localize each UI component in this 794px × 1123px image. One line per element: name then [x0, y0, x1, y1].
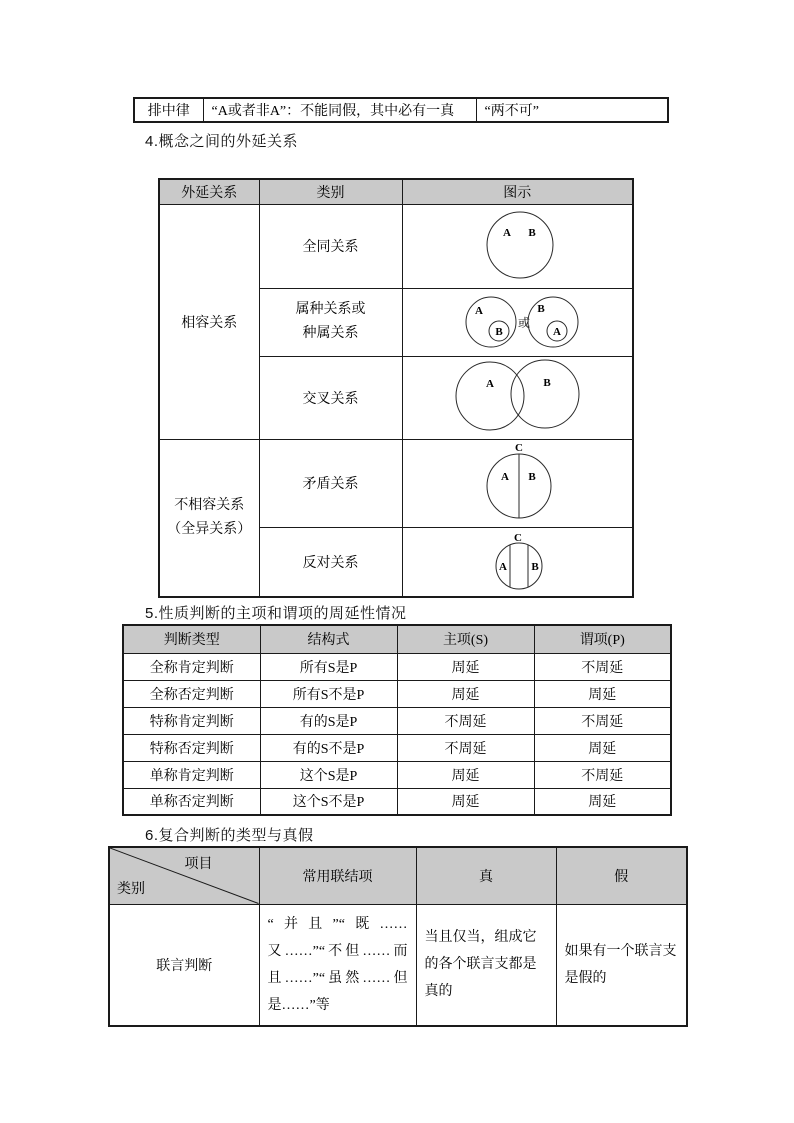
- subject-cell: 周延: [397, 788, 534, 815]
- judgment-name-cell: 联言判断: [109, 904, 259, 1026]
- judgment-type-cell: 全称否定判断: [123, 680, 260, 707]
- table-row: [123, 653, 671, 680]
- identity-circle: [487, 212, 553, 278]
- section-6-heading: 6.复合判断的类型与真假: [145, 827, 314, 844]
- subject-cell: 不周延: [397, 707, 534, 734]
- subject-cell: 周延: [397, 653, 534, 680]
- label-b: B: [527, 471, 536, 483]
- predicate-cell: 不周延: [534, 653, 671, 680]
- col-header-judgment-type: 判断类型: [123, 625, 260, 653]
- label-b: B: [527, 227, 536, 239]
- false-condition-cell: 如果有一个联言支是假的: [556, 904, 687, 1026]
- extension-relations-table: [158, 178, 634, 598]
- subject-cell: 周延: [397, 761, 534, 788]
- label-b: B: [530, 560, 539, 573]
- connectives-cell: “并且”“既……又……”“不但……而且……”“虽然……但是……”等: [259, 904, 416, 1026]
- contradictory-diagram: [403, 440, 632, 526]
- col-header-diagram: 图示: [402, 179, 633, 204]
- predicate-cell: 周延: [534, 680, 671, 707]
- diagram-contradictory-cell: [402, 439, 633, 527]
- compound-judgment-table: [108, 846, 688, 1027]
- table-row: [123, 734, 671, 761]
- distribution-table: [122, 624, 672, 816]
- law-description-cell: “A或者非A”：不能同假，其中必有一真: [203, 98, 476, 122]
- diagram-cross-cell: [402, 356, 633, 439]
- cross-relation-diagram: [403, 357, 632, 438]
- outer-circle-a: [466, 297, 516, 347]
- diagram-identity-cell: [402, 204, 633, 288]
- group-incompatible-cell: [159, 439, 259, 597]
- predicate-cell: 不周延: [534, 707, 671, 734]
- col-header-category: 类别: [259, 179, 402, 204]
- table-row: [123, 680, 671, 707]
- category-contradictory-cell: 矛盾关系: [259, 439, 402, 527]
- predicate-cell: 周延: [534, 734, 671, 761]
- judgment-type-cell: 单称肯定判断: [123, 761, 260, 788]
- label-b2: B: [536, 303, 545, 315]
- judgment-type-cell: 全称肯定判断: [123, 653, 260, 680]
- genus-species-diagram: [403, 289, 632, 355]
- structure-cell: 所有S是P: [260, 653, 397, 680]
- subject-cell: 不周延: [397, 734, 534, 761]
- table-row: [109, 904, 687, 1026]
- corner-label-category: 类别: [117, 881, 145, 897]
- col-header-subject: 主项(S): [397, 625, 534, 653]
- category-cross-cell: 交叉关系: [259, 356, 402, 439]
- label-a2: A: [552, 326, 561, 338]
- table-row: [123, 788, 671, 815]
- predicate-cell: 不周延: [534, 761, 671, 788]
- or-label: 或: [517, 316, 530, 330]
- judgment-type-cell: 特称否定判断: [123, 734, 260, 761]
- corner-header-cell: [109, 847, 259, 904]
- true-condition-cell: 当且仅当，组成它的各个联言支都是真的: [416, 904, 556, 1026]
- corner-label-item: 项目: [184, 857, 213, 872]
- col-header-relation: 外延关系: [159, 179, 259, 204]
- label-c: C: [513, 531, 522, 544]
- col-header-connectives: 常用联结项: [259, 847, 416, 904]
- label-b: B: [542, 377, 551, 389]
- label-b: B: [494, 326, 503, 338]
- structure-cell: 有的S不是P: [260, 734, 397, 761]
- category-identity-cell: 全同关系: [259, 204, 402, 288]
- circle-a: [456, 362, 524, 430]
- category-genus-line2: 种属关系: [302, 326, 359, 341]
- col-header-false: 假: [556, 847, 687, 904]
- judgment-type-cell: 单称否定判断: [123, 788, 260, 815]
- structure-cell: 有的S是P: [260, 707, 397, 734]
- excluded-middle-table: [133, 97, 669, 123]
- label-c: C: [514, 442, 523, 454]
- category-genus-cell: [259, 288, 402, 356]
- label-a: A: [498, 560, 507, 573]
- label-a: A: [500, 471, 509, 483]
- identity-diagram: [403, 205, 632, 287]
- col-header-true: 真: [416, 847, 556, 904]
- predicate-cell: 周延: [534, 788, 671, 815]
- table-row: [123, 761, 671, 788]
- section-5-heading: 5.性质判断的主项和谓项的周延性情况: [145, 605, 407, 622]
- group-compatible-cell: 相容关系: [159, 204, 259, 439]
- diagram-genus-cell: [402, 288, 633, 356]
- structure-cell: 这个S是P: [260, 761, 397, 788]
- subject-cell: 周延: [397, 680, 534, 707]
- label-a: A: [474, 305, 483, 317]
- category-opposite-cell: 反对关系: [259, 527, 402, 597]
- group-incompatible-line1: 不相容关系: [174, 497, 245, 513]
- law-name-cell: 排中律: [134, 98, 203, 122]
- group-incompatible-line2: （全异关系）: [167, 521, 252, 537]
- circle-b: [511, 360, 579, 428]
- category-genus-line1: 属种关系或: [295, 302, 366, 317]
- section-4-heading: 4.概念之间的外延关系: [145, 133, 299, 150]
- law-requirement-cell: “两不可”: [476, 98, 668, 122]
- col-header-structure: 结构式: [260, 625, 397, 653]
- structure-cell: 所有S不是P: [260, 680, 397, 707]
- label-a: A: [502, 227, 511, 239]
- table-row: [123, 707, 671, 734]
- opposite-diagram: [403, 528, 632, 596]
- judgment-type-cell: 特称肯定判断: [123, 707, 260, 734]
- label-a: A: [485, 378, 494, 390]
- structure-cell: 这个S不是P: [260, 788, 397, 815]
- diagram-opposite-cell: [402, 527, 633, 597]
- col-header-predicate: 谓项(P): [534, 625, 671, 653]
